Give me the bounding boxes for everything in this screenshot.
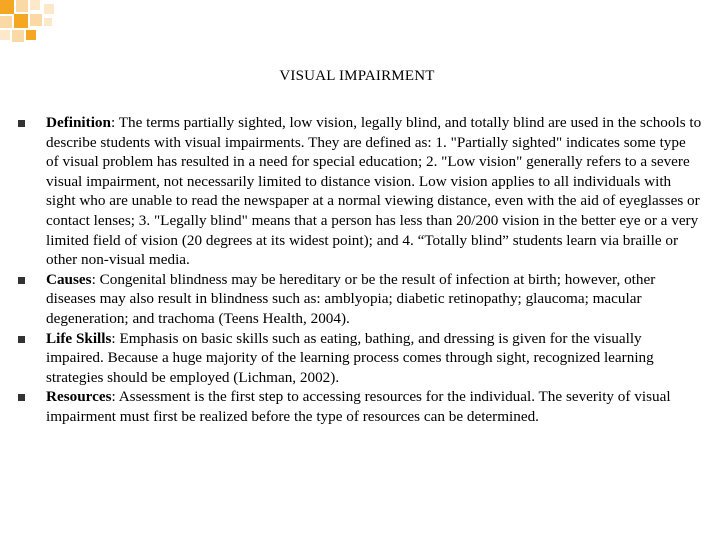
- decor-square: [0, 16, 12, 28]
- bullet-term: Resources: [46, 388, 112, 406]
- bullet-causes: [18, 270, 702, 329]
- bullet-text: : Congenital blindness may be hereditary or be the result of infection at birth; however, other diseases may also result in blindness such as: amblyopia; diabetic retinopathy; glaucoma; macular degeneration; and trachoma (Teens Health, 2004).: [46, 270, 656, 327]
- bullet-text: : Emphasis on basic skills such as eating, bathing, and dressing is given for the visually impaired. Because a huge majority of the learning process comes through sight, recognized learning strategies should be employed (Lichman, 2002).: [46, 329, 654, 386]
- square-bullet-icon: [18, 336, 25, 343]
- bullet-term: Life Skills: [46, 329, 112, 347]
- bullet-term: Causes: [46, 270, 92, 288]
- square-bullet-icon: [18, 277, 25, 284]
- decor-square: [30, 14, 42, 26]
- bullet-list: [18, 113, 702, 427]
- bullet-text: : The terms partially sighted, low vision, legally blind, and totally blind are used in the schools to describe students with visual impairments. They are defined as: 1. "Partially sighted" indicates some type of visual problem has resulted in a need for special education; 2. "Low vision" generally refers to a severe visual impairment, not necessarily limited to distance vision. Low vision applies to all individuals with sight who are unable to read the newspaper at a normal viewing distance, even with the aid of eyeglasses or contact lenses; 3. "Legally blind" means that a person has less than 20/200 vision in the better eye or a very limited field of vision (20 degrees at its widest point); and 4. “Totally blind” students learn via braille or other non-visual media.: [46, 114, 702, 269]
- decor-square: [30, 0, 40, 10]
- square-bullet-icon: [18, 394, 25, 401]
- square-bullet-icon: [18, 120, 25, 127]
- decor-square: [14, 14, 28, 28]
- decor-square: [26, 30, 36, 40]
- decor-square: [0, 30, 10, 40]
- bullet-definition: [18, 113, 702, 270]
- decor-square: [16, 0, 28, 12]
- bullet-text: : Assessment is the first step to accessing resources for the individual. The severity of visual impairment must first be realized before the type of resources can be determined.: [46, 388, 671, 425]
- bullet-resources: [18, 387, 702, 426]
- decor-square: [44, 4, 54, 14]
- bullet-life-skills: [18, 329, 702, 388]
- decor-square: [0, 0, 14, 14]
- decor-square: [12, 30, 24, 42]
- corner-decoration: [0, 0, 60, 50]
- decor-square: [44, 18, 52, 26]
- slide-title: VISUAL IMPAIRMENT: [279, 68, 435, 84]
- bullet-term: Definition: [46, 114, 111, 131]
